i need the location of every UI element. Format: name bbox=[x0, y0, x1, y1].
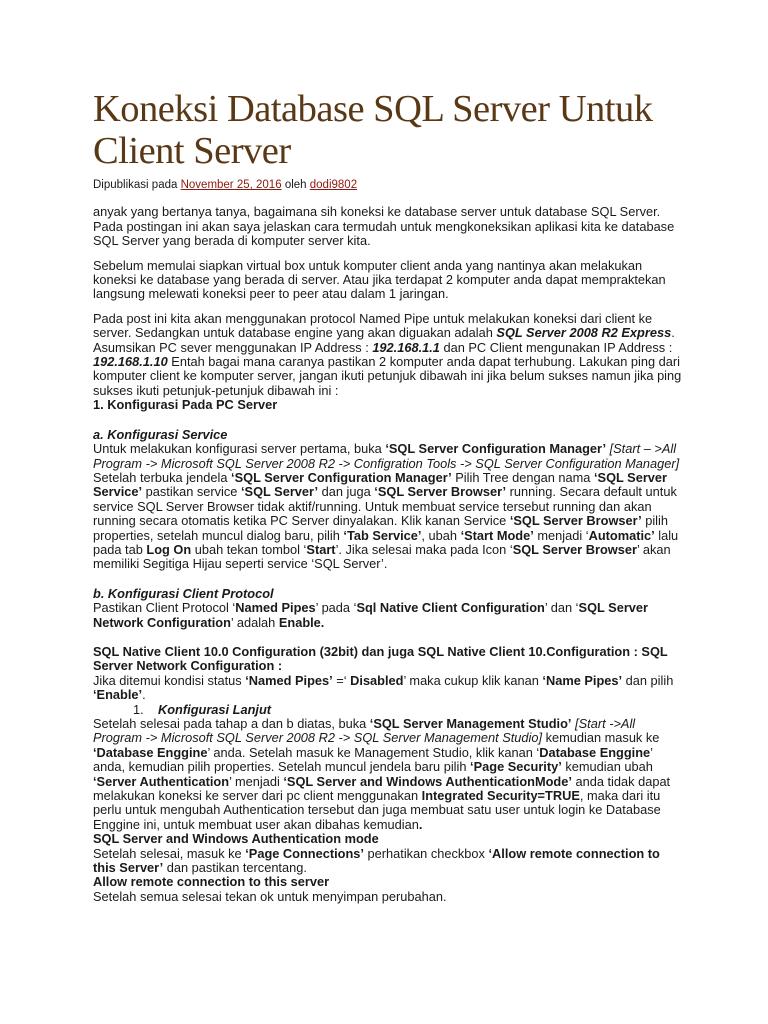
auth-mode-heading: SQL Server and Windows Authentication mode bbox=[93, 831, 379, 847]
native-client-heading: SQL Native Client 10.0 Configuration (32bit) dan juga SQL Native Client 10.Configuration : SQL Server Network Configuration : bbox=[93, 643, 668, 674]
section-b-heading: b. Konfigurasi Client Protocol bbox=[93, 585, 274, 601]
protocol-paragraph: Pada post ini kita akan menggunakan protocol Named Pipe untuk melakukan koneksi dari client ke server. Sedangkan untuk database engine yang akan diguakan adalah SQL Server 2008 R2 Express. Asumsikan PC sever menggunakan IP Address : 192.168.1.1 dan PC Client mengunakan IP Address : 192.168.1.10 Entah bagai mana caranya pastikan 2 komputer anda dapat terhubung. Lakukan ping dari komputer client ke komputer server, jangan ikuti petunjuk dibawah ini jika belum sukses namun jika ping sukses ikuti petunjuk-petunjuk dibawah ini : bbox=[93, 310, 682, 398]
advanced-config-paragraph: Setelah selesai pada tahap a dan b diatas, buka ‘SQL Server Management Studio’ [Start ->All Program -> Microsoft SQL Server 2008 R2 -> SQL Server Management Studio] kemudian masuk ke ‘Database Enggine’ anda. Setelah masuk ke Management Studio, klik kanan ‘Database Enggine’ anda, kemudian pilih properties. Setelah muncul jendela baru pilih ‘Page Security’ kemudian ubah ‘Server Authentication’ menjadi ‘SQL Server and Windows AuthenticationMode’ anda tidak dapat melakukan koneksi ke server dari pc client menggunakan Integrated Security=TRUE, maka dari itu perlu untuk mengubah Authentication tersebut dan juga membuat satu user untuk login ke Database Enggine ini, untuk membuat user akan dibahas kemudian. bbox=[93, 716, 671, 832]
post-date-link[interactable]: November 25, 2016 bbox=[180, 179, 282, 191]
post-meta bbox=[93, 178, 683, 192]
by-label: oleh bbox=[284, 179, 307, 191]
allow-remote-heading: Allow remote connection to this server bbox=[93, 874, 330, 890]
native-client-line: Jika ditemui kondisi status ‘Named Pipes’ =‘ Disabled’ maka cukup klik kanan ‘Name Pipes’ dan pilih ‘Enable’. bbox=[93, 672, 674, 703]
page-connections-line: Setelah selesai, masuk ke ‘Page Connections’ perhatikan checkbox ‘Allow remote connection to this Server’ dan pastikan tercentang. bbox=[93, 845, 660, 876]
article bbox=[93, 88, 683, 904]
step-heading: 1. Konfigurasi Pada PC Server bbox=[93, 397, 278, 413]
published-label: Dipublikasi pada bbox=[93, 179, 178, 191]
author-link[interactable]: dodi9802 bbox=[309, 179, 358, 191]
section-a-line1: Untuk melakukan konfigurasi server pertama, buka ‘SQL Server Configuration Manager’ [Start – >All Program -> Microsoft SQL Server 2008 R2 -> Configration Tools -> SQL Server Configuration Manager] bbox=[93, 441, 680, 471]
intro-paragraph: anyak yang bertanya tanya, bagaimana sih koneksi ke database server untuk database SQL Server. Pada postingan ini akan saya jelaskan cara termudah untuk mengkoneksikan aplikasi kita ke database SQL Server yang berada di komputer server kita. bbox=[93, 204, 675, 249]
section-a-line2: Setelah terbuka jendela ‘SQL Server Configuration Manager’ Pilih Tree dengan nama ‘SQL Server Service’ pastikan service ‘SQL Server’ dan juga ‘SQL Server Browser’ running. Secara default untuk service SQL Server Browser tidak aktif/running. Untuk membuat service tersebut running dan akan running secara otomatis ketika PC Server dinyalakan. Klik kanan Service ‘SQL Server Browser’ pilih properties, setelah muncul dialog baru, pilih ‘Tab Service’, ubah ‘Start Mode’ menjadi ‘Automatic’ lalu pada tab Log On ubah tekan tombol ‘Start’. Jika selesai maka pada Icon ‘SQL Server Browser’ akan memiliki Segitiga Hijau seperti service ‘SQL Server’. bbox=[93, 469, 679, 572]
final-line: Setelah semua selesai tekan ok untuk menyimpan perubahan. bbox=[93, 888, 447, 904]
list-item: 1. Konfigurasi Lanjut bbox=[133, 701, 272, 717]
preparation-paragraph: Sebelum memulai siapkan virtual box untuk komputer client anda yang nantinya akan melakukan koneksi ke database yang berada di server. Atau jika terdapat 2 komputer anda dapat mempraktekan langsung melewati koneksi peer to peer atau dalam 1 jaringan. bbox=[93, 257, 666, 302]
section-a-heading: a. Konfigurasi Service bbox=[93, 426, 228, 442]
section-b-line1: Pastikan Client Protocol ‘Named Pipes’ pada ‘Sql Native Client Configuration’ dan ‘SQL Server Network Configuration’ adalah Enable. bbox=[93, 600, 649, 630]
page-title: Koneksi Database SQL Server Untuk Client Server bbox=[93, 88, 653, 172]
